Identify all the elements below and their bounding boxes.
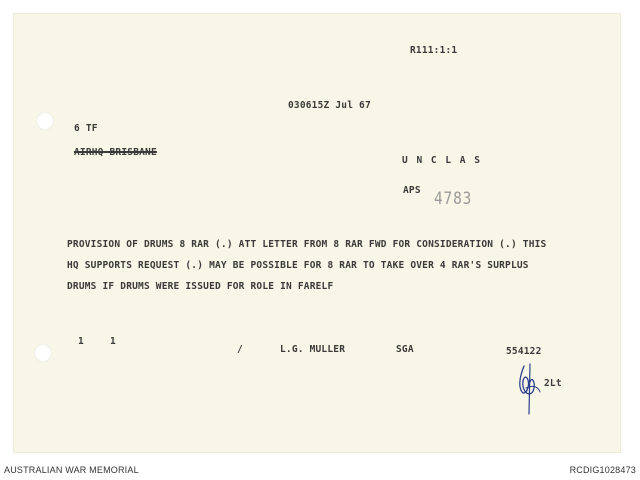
archive-source-label: AUSTRALIAN WAR MEMORIAL — [4, 465, 139, 475]
officer-name: L.G. MULLER — [280, 344, 346, 355]
count-a: 1 — [78, 336, 84, 347]
addressee-struck: AIRHQ BRISBANE — [74, 147, 157, 158]
rank: 2Lt — [544, 378, 562, 389]
aps-stamp-number: 4783 — [434, 189, 473, 209]
reference-number: R111:1:1 — [410, 45, 458, 56]
punch-hole-top — [36, 112, 54, 130]
classification: U N C L A S — [402, 155, 482, 166]
message-line-1: PROVISION OF DRUMS 8 RAR (.) ATT LETTER FROM 8 RAR FWD FOR CONSIDERATION (.) THIS — [67, 239, 547, 250]
signature-icon — [510, 358, 550, 418]
message-line-2: HQ SUPPORTS REQUEST (.) MAY BE POSSIBLE FOR 8 RAR TO TAKE OVER 4 RAR'S SURPLUS — [67, 260, 529, 271]
slash-mark: / — [237, 344, 243, 355]
appointment: SGA — [396, 344, 414, 355]
message-line-3: DRUMS IF DRUMS WERE ISSUED FOR ROLE IN FARELF — [67, 281, 334, 292]
from-unit: 6 TF — [74, 123, 98, 134]
archive-record-id: RCDIG1028473 — [569, 465, 636, 475]
count-b: 1 — [110, 336, 116, 347]
date-time-group: 030615Z Jul 67 — [288, 100, 371, 111]
service-number: 554122 — [506, 346, 542, 357]
aps-label: APS — [403, 185, 421, 196]
punch-hole-bottom — [34, 344, 52, 362]
document-page — [14, 14, 620, 452]
